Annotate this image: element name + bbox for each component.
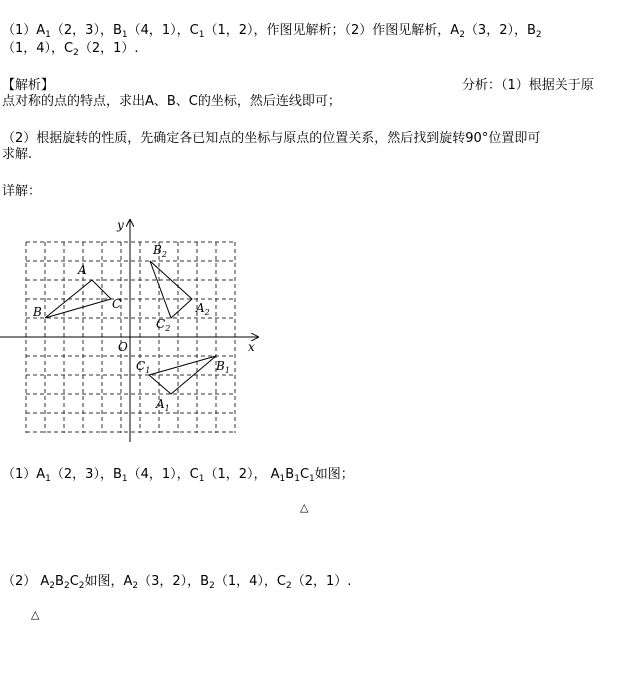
solution-2: （2） $A_2B_2C_2$如图，$A_2(3$，2），$B_2(1$，4），$C_2(2$，1）.	[2, 574, 352, 591]
jiexi-heading: 【解析】	[2, 78, 55, 93]
solution-1: $(1)A_1(2$，3），$B_1(4$，1），$C_1(1$，2）， $A_1B_1C_1$如图；	[2, 467, 354, 484]
label-b1-sub: 1	[224, 366, 230, 375]
analysis-line-2: 点对称的点的特点，求出A、B、C的坐标，然后连线即可；	[2, 94, 341, 109]
label-b2: B	[153, 243, 162, 257]
svg-text:C1	[136, 359, 150, 375]
triangle-a2b2c2	[150, 261, 192, 318]
svg-text:A1	[155, 397, 170, 413]
label-c2-sub: 2	[165, 324, 171, 333]
svg-text:C2	[156, 317, 170, 333]
answer-line-2: （1，4），$C_2(2$，1）.	[2, 41, 139, 58]
answer-line-1: $(1)A_1(2$，3），$B_1(4$，1），$C_1(1$，2），作图见解析；（2）作图见解析，$A_2(3$，2），$B_2$	[2, 23, 542, 40]
analysis-head: 分析：（1）根据关于原	[462, 78, 594, 93]
detail-label: 详解：	[2, 184, 42, 199]
svg-text:B2	[152, 243, 167, 259]
svg-text:A2	[195, 301, 210, 317]
coordinate-figure	[0, 210, 270, 450]
label-a2-sub: 2	[204, 308, 210, 317]
x-axis-label: x	[248, 340, 255, 354]
label-c: C	[112, 297, 122, 311]
label-c1-sub: 1	[145, 366, 151, 375]
label-a1-sub: 1	[164, 404, 170, 413]
y-axis-label: y	[117, 218, 124, 232]
analysis-line-4: 求解.	[2, 147, 33, 162]
origin-label: O	[118, 340, 128, 354]
label-b2-sub: 2	[161, 250, 167, 259]
label-a: A	[78, 263, 87, 277]
triangle-mark-2: △	[31, 608, 40, 621]
label-b1: B	[216, 359, 225, 373]
label-c1: C	[136, 359, 146, 373]
analysis-line-3: （2）根据旋转的性质，先确定各已知点的坐标与原点的位置关系，然后找到旋转90°位置即可	[2, 131, 541, 146]
label-b: B	[33, 305, 42, 319]
triangle-mark-1: △	[300, 501, 309, 514]
svg-text:B1	[215, 359, 230, 375]
label-a1: A	[156, 397, 165, 411]
label-a2: A	[196, 301, 205, 315]
label-c2: C	[156, 317, 166, 331]
